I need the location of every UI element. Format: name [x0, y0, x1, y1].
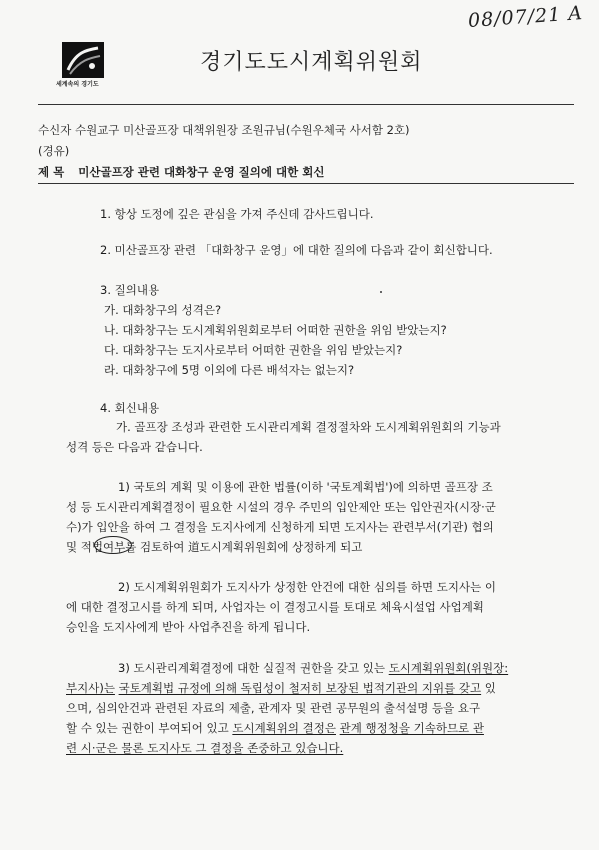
para1-line-3: 수)가 입안을 하여 그 결정을 도지사에게 신청하게 되면 도지사는 관련부서(기관) 협의	[66, 520, 494, 534]
para2-line-1: 2) 도시계획위원회가 도지사가 상정한 안건에 대한 심의를 하면 도지사는 이	[118, 580, 496, 594]
para3-l1a: 3) 도시관리계획결정에 대한 실질적 권한을 갖고 있는	[118, 661, 389, 675]
para3-l5-underlined: 련 시·군은 물론 도지사도 그 결정을 존중하고 있습니다.	[66, 741, 344, 755]
para3-l4d-underlined: 관계 행정청을 기속하므로 관	[339, 721, 484, 735]
answer-intro-line-1: 가. 골프장 조성과 관련한 도시관리계획 결정절차와 도시계획위원회의 기능과	[116, 420, 501, 434]
gyeonggi-logo-icon	[62, 42, 104, 78]
header-rule-top	[38, 104, 574, 105]
subject-line	[38, 164, 324, 180]
question-ga: 가. 대화창구의 성격은?	[104, 303, 222, 317]
org-title: 경기도도시계획위원회	[200, 50, 423, 75]
questions-title: 3. 질의내용	[100, 283, 160, 297]
para3-l4a: 할 수 있는 권한이 부여되어 있고	[66, 721, 233, 735]
para3-l2c-underlined: 국토계획법 규정에 의해 독립성이 철저히 보장된 법적기관의 지위를 갖고	[118, 681, 482, 695]
para1-line-2: 성 등 도시관리계획결정이 필요한 시설의 경우 주민의 입안제안 또는 입안권자(시장·군	[66, 500, 496, 514]
question-na: 나. 대화창구는 도시계획위원회로부터 어떠한 권한을 위임 받았는지?	[104, 323, 447, 337]
recipient-line: 수신자 수원교구 미산골프장 대책위원장 조원규님(수원우체국 사서함 2호)	[38, 123, 410, 137]
para3-l2d: 있	[481, 681, 496, 695]
header-rule-bottom	[38, 183, 574, 184]
scan-speck	[380, 291, 382, 293]
para2-line-3: 승인을 도지사에게 받아 사업추진을 하게 됩니다.	[66, 620, 311, 634]
para3-l1b-underlined: 도시계획위원회(위원장:	[388, 661, 509, 675]
question-ra: 라. 대화창구에 5명 이외에 다른 배석자는 없는지?	[104, 363, 355, 377]
via-line: (경유)	[38, 144, 70, 158]
hand-circle-mark	[94, 536, 132, 554]
para2-line-2: 에 대한 결정고시를 하게 되며, 사업자는 이 결정고시를 토대로 체육시설업 사업계획	[66, 600, 484, 614]
para3-line-4	[66, 721, 484, 735]
para3-line-3: 으며, 심의안건과 관련된 자료의 제출, 관계자 및 관련 공무원의 출석설명 등을 요구	[66, 701, 481, 715]
item-2: 2. 미산골프장 관련 「대화창구 운영」에 대한 질의에 다음과 같이 회신합니다.	[100, 243, 493, 257]
para3-l4b-underlined: 도시계획위의 결정은	[232, 721, 336, 735]
logo-caption: 세계속의 경기도	[56, 81, 99, 88]
para1-line-1: 1) 국토의 계획 및 이용에 관한 법률(이하 '국토계획법')에 의하면 골프장 조	[118, 480, 493, 494]
answer-intro-line-2: 성격 등은 다음과 같습니다.	[66, 440, 203, 454]
para3-line-1	[118, 661, 508, 675]
para1-line-4: 및 적법여부를 검토하여 道도시계획위원회에 상정하게 되고	[66, 540, 363, 554]
question-da: 다. 대화창구는 도지사로부터 어떠한 권한을 위임 받았는지?	[104, 343, 403, 357]
para3-l2a-underlined: 부지사)는	[66, 681, 115, 695]
item-1: 1. 항상 도정에 깊은 관심을 가져 주신데 감사드립니다.	[100, 207, 374, 221]
answer-title: 4. 회신내용	[100, 401, 160, 415]
para3-line-5	[66, 741, 343, 755]
subject-label: 제 목	[38, 165, 65, 179]
handwritten-date: 08/07/21 A	[467, 2, 584, 32]
subject-text: 미산골프장 관련 대화창구 운영 질의에 대한 회신	[78, 165, 325, 179]
para3-line-2	[66, 681, 496, 695]
